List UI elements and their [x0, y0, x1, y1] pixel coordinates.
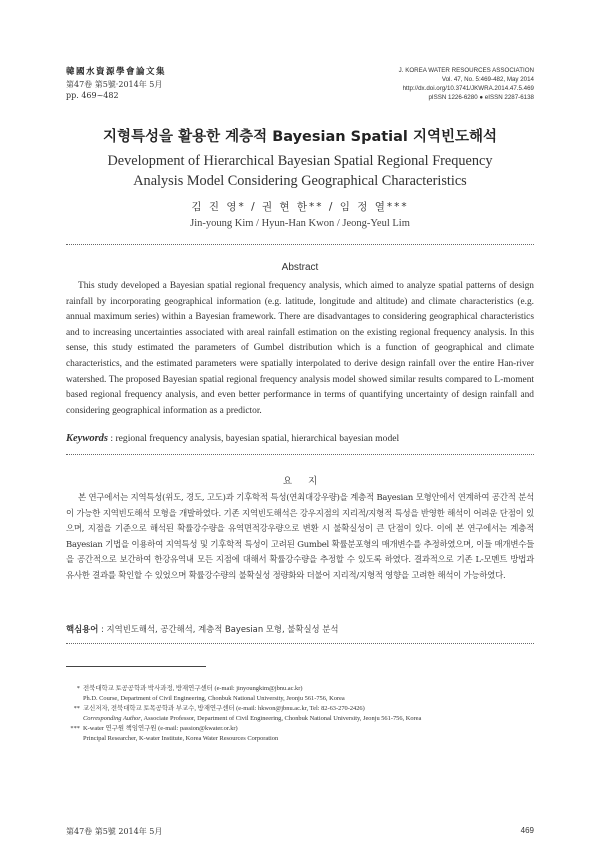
keywords-label: Keywords	[66, 433, 108, 444]
keywords-ko-label: 핵심용어	[66, 624, 99, 634]
footnote-1-line-1: * 전북대학교 토공공학과 박사과정, 방재연구센터 (e-mail: jinyoungkim@jbnu.ac.kr)	[76, 685, 303, 692]
title-korean: 지형특성을 활용한 계층적 Bayesian Spatial 지역빈도해석	[102, 129, 497, 145]
abstract-text: This study developed a Bayesian spatial regional frequency analysis, which aimed to analyze spatial patterns of design rainfall by incorporating geographical information (e.g. latitude, longitude and altitude) and climate characteristics (e.g. annual maximum series) within a Bayesian framework. There are disadvantages to considering geographical characteristics and to increasing uncertainties associated with areal rainfall estimation on the existing regional frequency analysis. In this sense, this study estimated the parameters of Gumbel distribution which is a function of geographical and climate characteristics, and the estimated parameters were spatially interpolated to derive design rainfall over the entire Han-river watershed. The proposed Bayesian spatial regional frequency analysis model showed similar results compared to L-moment based regional frequency analysis, and even better performance in terms of quantifying uncertainty of design rainfall and considering geographical information as a predictor.	[66, 281, 534, 416]
footer-journal-issue: 第47卷 第5號 2014年 5月	[66, 827, 163, 836]
authors-korean: 김 진 영* / 권 현 한** / 임 정 열***	[191, 201, 409, 213]
title-english-line-2: Analysis Model Considering Geographical Characteristics	[133, 173, 467, 189]
keywords-text: : regional frequency analysis, bayesian spatial, hierarchical bayesian model	[108, 433, 400, 444]
authors-english: Jin-young Kim / Hyun-Han Kwon / Jeong-Yeul Lim	[190, 218, 410, 229]
journal-volume-ko: 第47卷 第5號·2014年 5月	[66, 79, 163, 89]
footnote-3-line-1: *** K-water 연구원 책임연구원 (e-mail: passion@kwater.or.kr)	[70, 725, 238, 732]
footer-page-number: 469	[520, 826, 534, 835]
yoji-heading: 요지	[282, 476, 334, 487]
footnote-rule	[66, 666, 206, 667]
title-english	[0, 151, 600, 191]
keywords-english	[66, 433, 534, 444]
yoji-text: 본 연구에서는 지역특성(위도, 경도, 고도)과 기후학적 특성(연최대강우량)을 계층적 Bayesian 모형안에서 연계하여 공간적 분석이 가능한 지역빈도해석 모형을 개발하였다. 기존 지역빈도해석은 강우지점의 지리적/지형적 특성을 반영한 해석이 어려운 단점이 있으며, 지점을 기준으로 해석된 확률강수량을 유역면적강우량으로 변환 시 불확실성이 큰 단점이 있다. 이에 본 연구에서는 계층적 Bayesian 기법을 이용하여 지역특성 및 기후학적 특성이 고려된 Gumbel 확률분포형의 매개변수를 추정하였으며, 이들 매개변수들을 공간적으로 보간하여 한강유역내 모든 지점에 대해서 확률강수량을 추정할 수 있도록 하였다. 결과적으로 기존 L-모멘트 방법과 유사한 결과를 확인할 수 있었으며 확률강수량의 불확실성 정량화와 더불어 지리적/지형적 영향을 고려한 해석이 가능하였다.	[66, 492, 534, 580]
journal-volume-en: Vol. 47, No. 5:469-482, May 2014	[441, 75, 534, 83]
title-english-line-1: Development of Hierarchical Bayesian Spatial Regional Frequency	[107, 153, 493, 169]
journal-header-right	[399, 67, 534, 103]
journal-name-ko: 韓國水資源學會論文集	[66, 67, 167, 77]
footnotes	[66, 684, 546, 744]
abstract-heading: Abstract	[281, 262, 319, 273]
divider-middle	[66, 454, 534, 455]
divider-bottom	[66, 643, 534, 644]
journal-name-en: J. KOREA WATER RESOURCES ASSOCIATION	[398, 67, 534, 74]
keywords-ko-text: : 지역빈도해석, 공간해석, 계층적 Bayesian 모형, 불확실성 분석	[98, 624, 339, 634]
divider-top	[66, 244, 534, 245]
journal-doi[interactable]: http://dx.doi.org/10.3741/JKWRA.2014.47.5.469	[402, 84, 534, 92]
footnote-1-line-2: Ph.D. Course, Department of Civil Engineering, Chonbuk National University, Jeonju 561-756, Korea	[83, 695, 345, 702]
journal-pages: pp. 469~482	[66, 91, 119, 100]
footnote-2-line-2: Corresponding Author, Associate Professor, Department of Civil Engineering, Chonbuk National University, Jeonju 561-756, Korea	[83, 715, 422, 722]
footnote-2-line-1: ** 교신저자, 전북대학교 토목공학과 부교수, 방재연구센터 (e-mail: hkwon@jbnu.ac.kr, Tel: 82-63-270-2426)	[73, 705, 365, 712]
footnote-3-line-2: Principal Researcher, K-water Institute, Korea Water Resources Corporation	[83, 735, 279, 742]
journal-issn: pISSN 1226-6280 ● eISSN 2287-6138	[428, 93, 534, 101]
journal-header-left	[66, 67, 166, 102]
keywords-korean	[66, 623, 534, 635]
